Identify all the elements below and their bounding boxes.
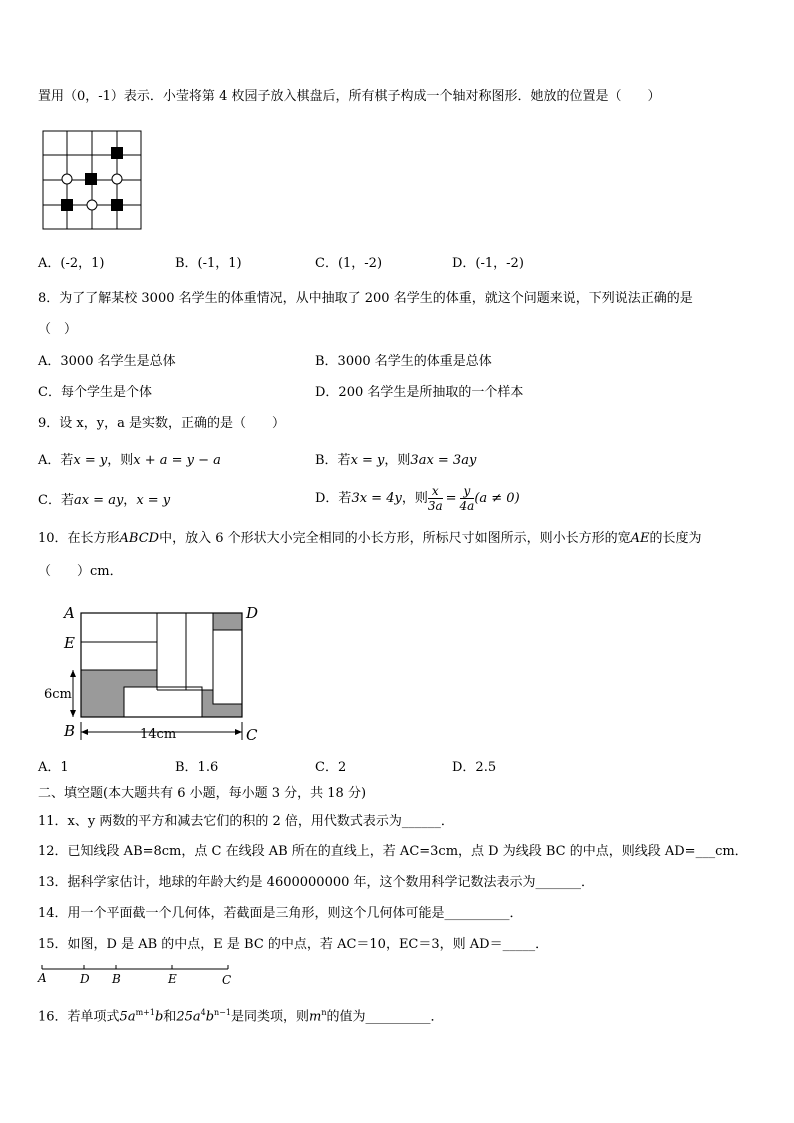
label-b: B: [64, 722, 76, 740]
segment-figure: [36, 960, 236, 988]
label-e: E: [64, 634, 75, 652]
white-stone: [112, 174, 122, 184]
q10-option-d: D．2.5: [452, 760, 497, 775]
q8-option-a: A．3000 名学生是总体: [38, 354, 176, 369]
q9-option-a: A．若x = y，则x + a = y − a: [38, 453, 221, 468]
point-d: D: [80, 972, 90, 986]
q7-option-b: B．(-1，1): [175, 256, 242, 271]
label-a: A: [64, 604, 75, 622]
q14: 14．用一个平面截一个几何体，若截面是三角形，则这个几何体可能是__________．: [38, 906, 523, 921]
rectangle-figure: [40, 600, 270, 748]
black-stone: [61, 199, 73, 211]
point-c: C: [222, 973, 232, 987]
q11: 11．x、y 两数的平方和减去它们的积的 2 倍，用代数式表示为______．: [38, 814, 454, 829]
q8-option-c: C．每个学生是个体: [38, 385, 152, 400]
black-stone: [111, 147, 123, 159]
black-stone: [111, 199, 123, 211]
point-a: A: [38, 971, 47, 985]
q7-option-a: A．(-2，1): [38, 256, 105, 271]
label-c: C: [246, 726, 258, 744]
q12: 12．已知线段 AB=8cm，点 C 在线段 AB 所在的直线上，若 AC=3cm，点 D 为线段 BC 的中点，则线段 AD=___cm．: [38, 844, 748, 859]
q10-option-c: C．2: [315, 760, 347, 775]
white-stone: [62, 174, 72, 184]
q15-stem: 15．如图，D 是 AB 的中点，E 是 BC 的中点，若 AC＝10，EC＝3，则 AD＝_____．: [38, 937, 549, 952]
label-width: 14cm: [140, 727, 177, 742]
label-d: D: [246, 604, 259, 622]
point-e: E: [168, 972, 177, 986]
q10-stem: 10．在长方形ABCD中，放入 6 个形状大小完全相同的小长方形，所标尺寸如图所示，则小长方形的宽AE的长度为: [38, 531, 702, 546]
q10-stem-cont: （ ）cm．: [38, 564, 123, 579]
chessboard-figure: [42, 130, 142, 230]
q10-option-b: B．1.6: [175, 760, 219, 775]
shaded-region: [213, 613, 242, 630]
point-b: B: [112, 972, 121, 986]
q8-option-d: D．200 名学生是所抽取的一个样本: [315, 385, 524, 400]
q9-option-b: B．若x = y，则3ax = 3ay: [315, 453, 477, 468]
q7-option-c: C．(1，-2): [315, 256, 383, 271]
label-height: 6cm: [44, 687, 72, 702]
black-stone: [85, 173, 97, 185]
q8-stem-cont: （ ）: [38, 322, 78, 337]
q13: 13．据科学家估计，地球的年龄大约是 4600000000 年，这个数用科学记数法表示为_______．: [38, 875, 595, 890]
q10-option-a: A．1: [38, 760, 69, 775]
q8-stem: 8．为了了解某校 3000 名学生的体重情况，从中抽取了 200 名学生的体重，就这个问题来说，下列说法正确的是: [38, 291, 693, 306]
q8-option-b: B．3000 名学生的体重是总体: [315, 354, 492, 369]
q9-option-d: D．若3x = 4y，则 $\frac{x}{3a}$ = $\frac{y}{4a}$ (a ≠ 0): [315, 484, 520, 513]
q16: 16．若单项式$5a^{m+1}b$和$25a^4b^{n-1}$是同类项，则$m^n$的值为__________．: [38, 1008, 444, 1025]
q7-option-d: D．(-1，-2): [452, 256, 524, 271]
q9-stem: 9．设 x，y，a 是实数，正确的是（ ）: [38, 416, 285, 431]
white-stone: [87, 200, 97, 210]
section-title: 二、填空题(本大题共有 6 小题，每小题 3 分，共 18 分): [38, 786, 367, 801]
q9-option-c: C．若ax = ay，x = y: [38, 493, 171, 508]
q7-stem: 置用（0，-1）表示．小莹将第 4 枚园子放入棋盘后，所有棋子构成一个轴对称图形．她放的位置是（ ）: [38, 89, 661, 104]
